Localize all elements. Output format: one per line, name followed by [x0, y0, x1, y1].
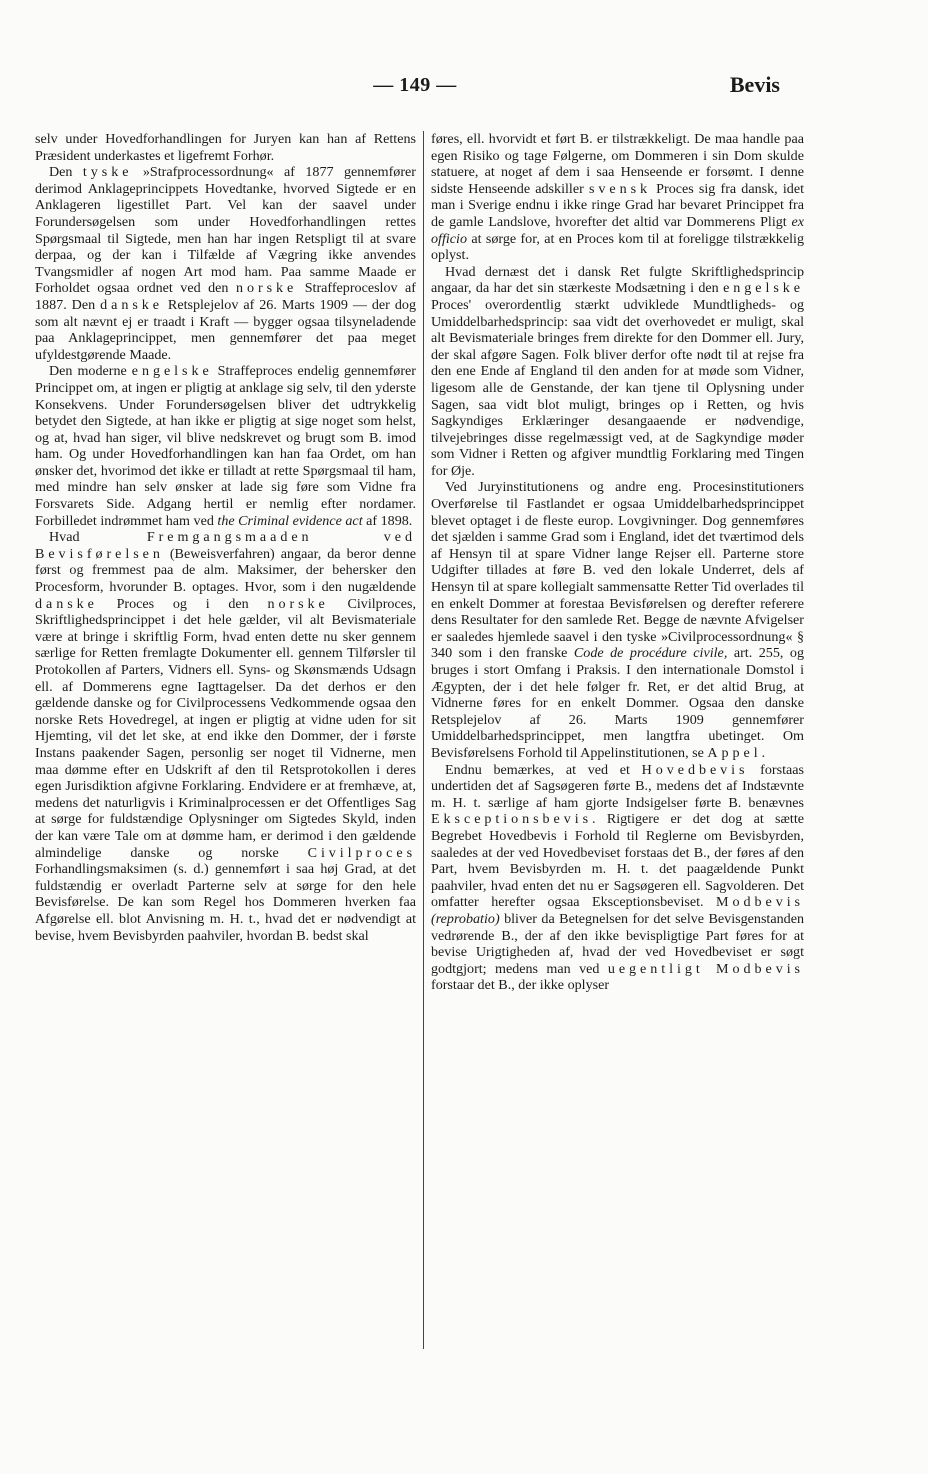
- spaced-term: uegentligt Modbevis: [607, 960, 804, 977]
- text-run: af 1898.: [362, 512, 413, 529]
- text-run: bliver da Betegnelsen for det selve Bevisgenstanden vedrørende B., der af den ikke bevispligtige Part føres for at bevise Urigtigheden af, hvad der ved Hovedbeviset er søgt godtgjort; medens man ved: [431, 910, 804, 977]
- paragraph: [431, 762, 804, 994]
- text-run: (Beweisverfahren) angaar, da beror denne først og fremmest paa de alm. Maksimer, der behersker den Procesform, hvorunder B. optages. Hvor, som i den nugældende: [35, 545, 416, 596]
- spaced-term: Eksceptionsbevis: [431, 811, 593, 828]
- text-run: Den moderne: [49, 363, 132, 380]
- text-run: »Strafprocessordnung« af 1877 gennemfører derimod Anklageprincippets Hovedtanke, hvorved Sigtede er en Anklageren ligestillet Part. Vel kan der saavel under Forundersøgelsen som under Hovedforhandlingen rettes Spørgsmaal til Sigtede, men han har ingen Retspligt til at svare derpaa, og der kan i Tilfælde af Vægring ikke anvendes Tvangsmidler af nogen Art mod ham. Paa samme Maade er Forholdet ogsaa ordnet ved den: [35, 164, 416, 297]
- spaced-term: norske: [235, 280, 298, 297]
- page-number: — 149 —: [373, 74, 457, 96]
- text-run: forstaar det B., der ikke oplyser: [431, 977, 610, 994]
- paragraph: [35, 363, 416, 529]
- italic-term: the Criminal evidence act: [217, 512, 363, 529]
- text-run: Hvad: [49, 529, 147, 546]
- spaced-term: Hovedbevis: [641, 761, 749, 778]
- text-run: Proces sig fra dansk, idet man i Sverige endnu i ikke ringe Grad har bevaret Princippet fra de gamle Landslove, hvorefter det altid var Dommerens Pligt: [431, 180, 804, 230]
- text-run: .: [761, 744, 766, 761]
- text-run: selv under Hovedforhandlingen for Juryen kan han af Rettens Præsident underkastes et ligefremt Forhør.: [35, 131, 416, 164]
- running-head: Bevis: [729, 72, 780, 97]
- spaced-term: engelske: [723, 280, 804, 297]
- spaced-term: Fremgangsmaaden ved Bevisførelsen: [35, 529, 416, 562]
- paragraph: [431, 479, 804, 761]
- left-column: [35, 131, 416, 1351]
- spaced-term: Modbevis: [716, 894, 804, 911]
- italic-term: (reprobatio): [431, 910, 500, 927]
- paragraph: [35, 164, 416, 363]
- text-run: Ved Juryinstitutionens og andre eng. Procesinstitutioners Overførelse til Fastlandet er ogsaa Umiddelbarhedsprincippet blevet optaget i de fleste europ. Lovgivninger. Dog gennemføres det sjælden i samme Grad som i England, idet det tværtimod dels af Hensyn til at spare Vidner lange Rejser ell. Parterne store Udgifter tillades at føre B. ved den lokale Underret, dels af Hensyn til at spare kollegialt sammensatte Retter Tid overlades til en enkelt Dommer at forestaa Bevisførelsen og derefter referere dens Resultater for den samlede Ret. Begge de nævnte Afvigelser er saaledes hjemlede saavel i den tyske »Civilprocessordnung« § 340 som i den franske: [431, 479, 804, 662]
- text-run: Endnu bemærkes, at ved et: [445, 761, 642, 778]
- paragraph: [431, 131, 804, 264]
- italic-term: Code de procédure civile,: [573, 645, 728, 662]
- text-run: Den: [49, 164, 83, 181]
- text-run: Forhandlingsmaksimen (s. d.) gennemført i saa høj Grad, at det fuldstændig er overladt Parterne selv at sørge for den hele Bevisførelse. De kan som Regel hos Dommeren hverken faa Afgørelse ell. blot Anvisning m. H. t., hvad det er nødvendigt at bevise, hvem Bevisbyrden paahviler, hvordan B. bedst skal: [35, 861, 416, 944]
- text-run: Proces og i den: [97, 595, 268, 612]
- column-divider: [423, 131, 424, 1349]
- text-run: art. 255, og bruges i stort Omfang i Praksis. I den internationale Domstol i Ægypten, der i det hele følger fr. Ret, er det altid Brug, at Vidnerne føres for en enkelt Dommer. Ogsaa den danske Retsplejelov af 26. Marts 1909 gennemfører Umiddelbarhedsprincippet, men langtfra ubetinget. Om Bevisførelsens Forhold til Appelinstitutionen, se: [431, 645, 804, 761]
- paragraph: [35, 131, 416, 164]
- spaced-term: norske: [267, 595, 329, 612]
- spaced-term: danske: [100, 296, 163, 313]
- text-run: Straffeproces endelig gennemfører Princippet om, at ingen er pligtig at anklage sig selv, til den yderste Konsekvens. Under Forundersøgelsen bliver det udtrykkelig betydet den Sigtede, at han ikke er pligtig at sige noget som helst, og at, hvad han siger, vil blive nedskrevet og brugt som B. imod ham. Og under Hovedforhandlingen kan han faa Ordet, om han ønsker det, hvorimod det ikke er tilladt at rette Spørgsmaal til ham, med mindre han selv ønsker at lade sig føre som Vidne fra Forsvarets Side. Adgang hertil er nemlig efter nordamer. Forbilledet indrømmet ham ved: [35, 363, 416, 529]
- paragraph: [431, 264, 804, 480]
- spaced-term: tyske: [82, 164, 133, 181]
- spaced-term: Appel: [707, 744, 762, 761]
- paragraph: [35, 529, 416, 944]
- text-run: Hvad dernæst det i dansk Ret fulgte Skriftlighedsprincip angaar, da har det sin stærkeste Modsætning i den: [431, 263, 804, 297]
- text-run: Straffeproceslov af 1887. Den: [35, 280, 416, 313]
- text-run: Proces' overordentlig stærkt udviklede Mundtligheds- og Umiddelbarhedsprincip: saa vidt det overhovedet er muligt, skal alt Bevismateriale bringes frem direkte for den Dommer ell. Jury, der skal afgøre Sagen. Folk bliver derfor ofte nødt til at rejse fra den ene Ende af England til den anden for at møde som Vidner, ligesom alle de Genstande, der kan tjene til Oplysning under Sagen, saa vidt blot muligt, bringes op i Retten, og hvis Sagkyndiges Erklæringer desangaaende er nødvendige, tilvejebringes disse regelmæssigt ved, at de Sagkyndige møder som Vidner i Retten og afgiver mundtlig Forklaring med Tingen for Øje.: [431, 296, 804, 479]
- text-run: Retsplejelov af 26. Marts 1909 — der dog som alt nævnt ej er traadt i Kraft — bygger ogsaa tilsyneladende paa Anklageprincippet, men gennemfører det paa meget ufyldestgørende Maade.: [35, 296, 416, 363]
- text-run: . Rigtigere er det dog at sætte Begrebet Hovedbevis i Forhold til Reglerne om Bevisbyrden, saaledes at der ved Hovedbeviset forstaas det B., der føres af den Part, hvem Bevisbyrden m. H. t. det paagældende Punkt paahviler, hvad enten det nu er Sagsøgeren ell. Sagvolderen. Det omfatter herefter ogsaa Eksceptionsbeviset.: [431, 811, 804, 911]
- spaced-term: danske: [35, 595, 98, 612]
- text-run: føres, ell. hvorvidt et ført B. er tilstrækkeligt. De maa handle paa egen Risiko og tage Følgerne, om Dommeren i sin Dom skulde statuere, at noget af dem i saa Henseende er forsømt. I denne sidste Henseende adskiller: [431, 131, 804, 197]
- spaced-term: Civilproces: [307, 844, 416, 861]
- italic-term: ex officio: [431, 213, 804, 247]
- text-run: forstaas undertiden det af Sagsøgeren førte B., medens det af Indstævnte m. H. t. særlige af ham gjorte Indsigelser førte B. benævnes: [431, 761, 804, 811]
- text-run: at sørge for, at en Proces kom til at foreligge tilstrækkelig oplyst.: [431, 230, 804, 264]
- spaced-term: engelske: [131, 363, 213, 380]
- text-run: Civilproces, Skriftlighedsprincippet i det hele gælder, vil alt Bevismateriale være at bringe i skriftlig Form, hvad enten dette nu sker gennem særlige for Retten fremlagte Dokumenter ell. gennem Tilførsler til Protokollen af Parters, Vidners ell. Syns- og Skønsmænds Udsagn ell. af Dommerens egne Iagttagelser. Da det derhos er den gældende danske og for Civilprocessens Vedkommende ogsaa den norske Rets Hovedregel, at ingen er pligtig at vidne uden for sit Hjemting, vil det let ske, at end ikke den Dommer, der i første Instans paakender Sagen, personlig ser noget til Vidnerne, men maa dømme efter en Udskrift af den til Retsprotokollen i deres egen Jurisdiktion afgivne Forklaring. Endvidere er at fremhæve, at, medens det naturligvis i Kriminalprocessen er det Offentliges Sag at sørge for fuldstændige Oplysninger om Sigtedes Skyld, inden der kan være Tale om at dømme ham, er derimod i den gældende almindelige danske og norske: [35, 595, 416, 861]
- spaced-term: svensk: [588, 180, 651, 197]
- right-column: [431, 131, 804, 1351]
